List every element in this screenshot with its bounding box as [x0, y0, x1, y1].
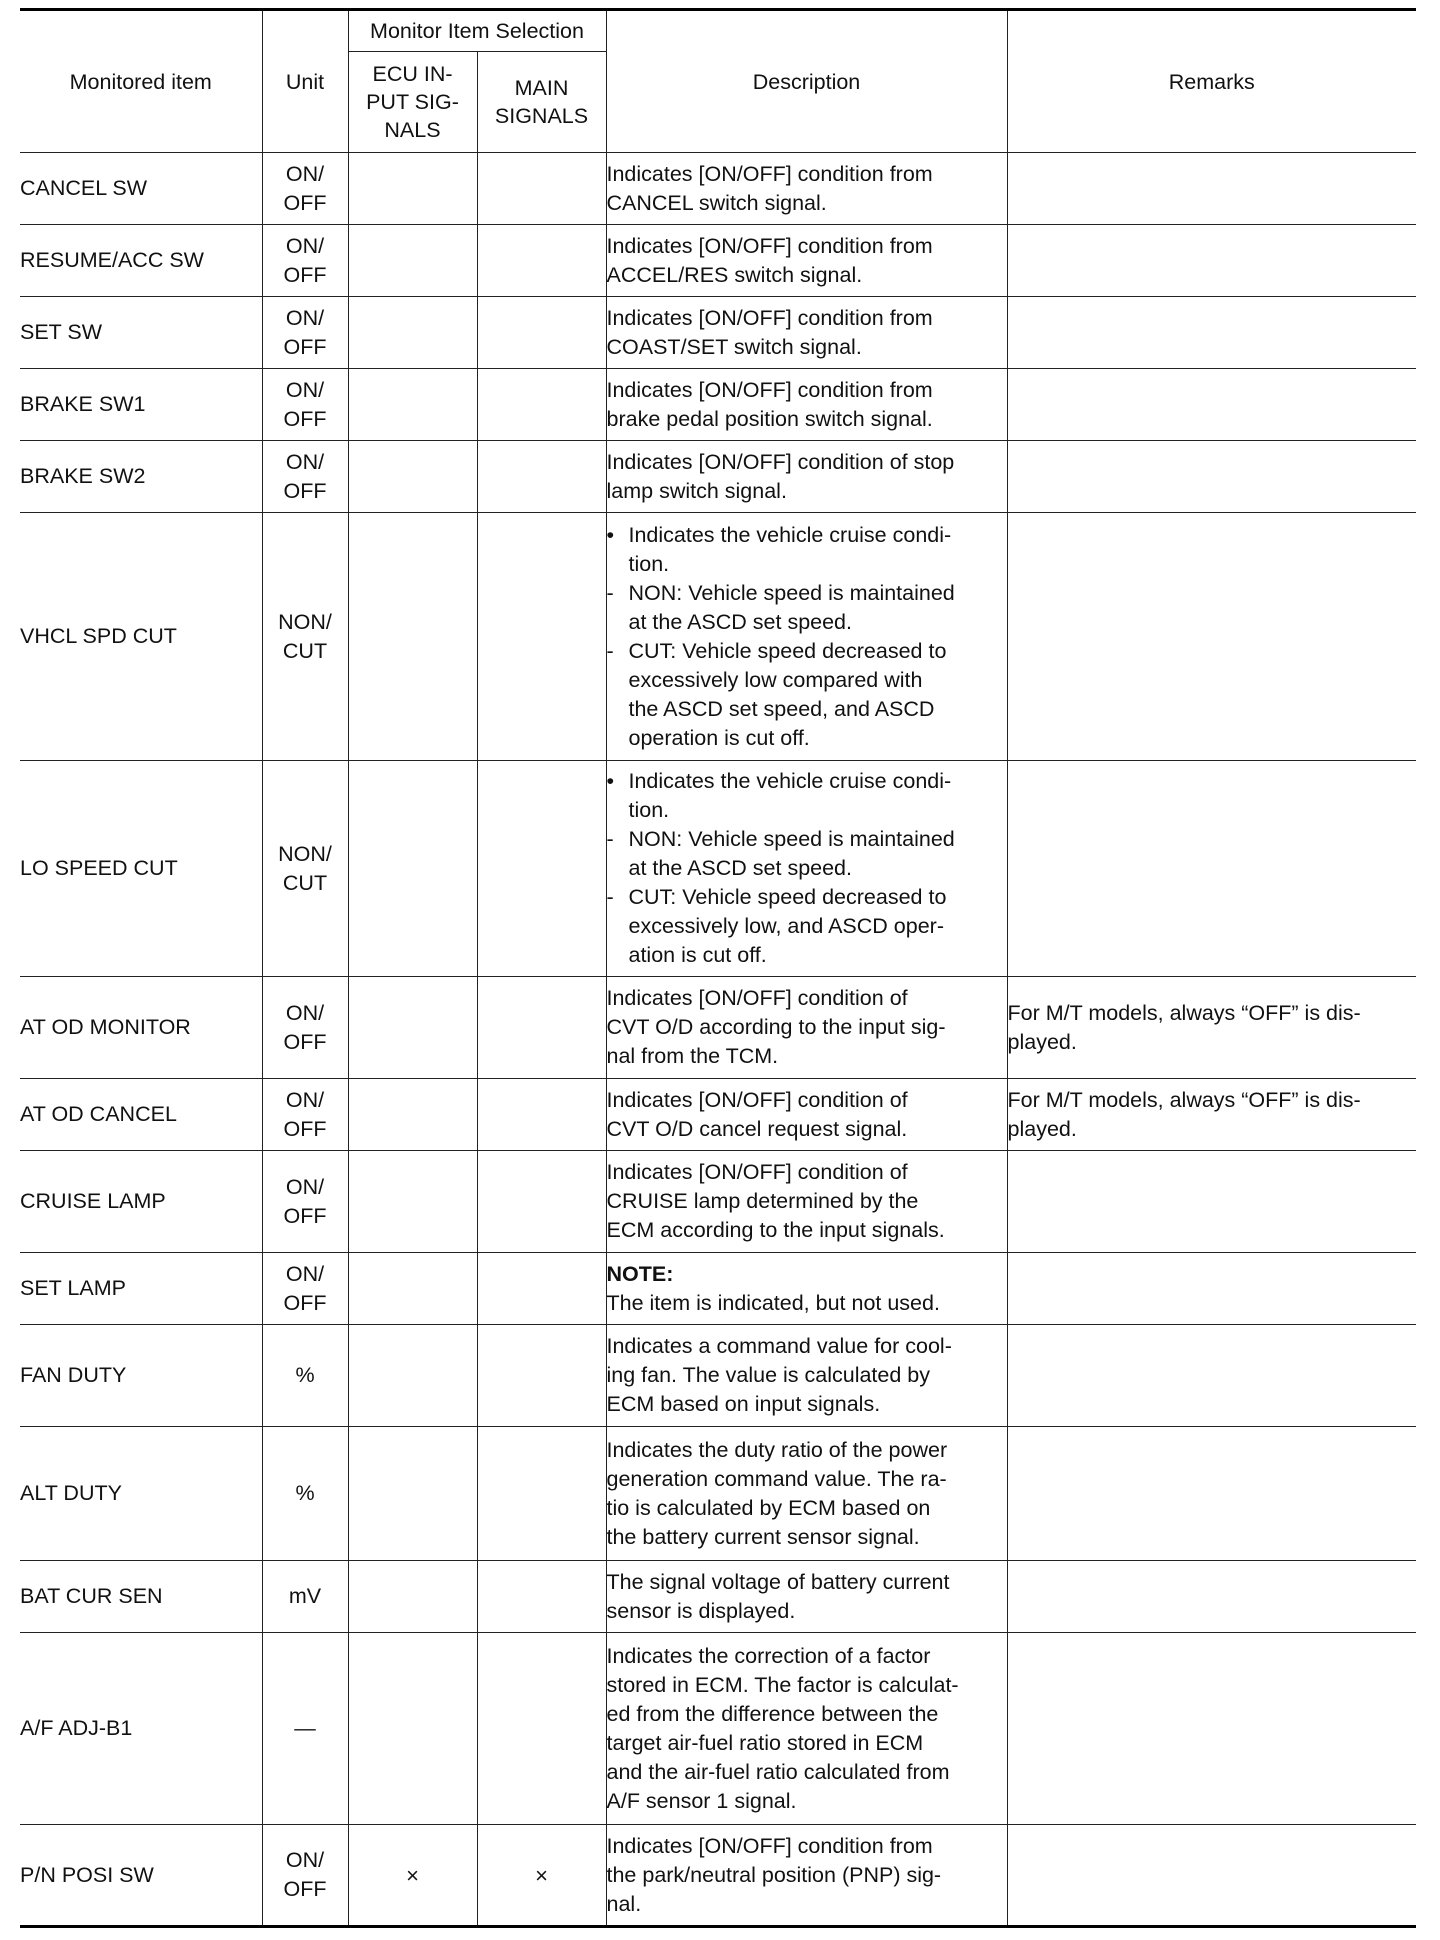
monitored-item-cell: RESUME/ACC SW — [20, 225, 262, 297]
ecu-input-signals-cell — [348, 441, 477, 513]
description-cell — [606, 1079, 1007, 1151]
description-text: Indicates a command value for cool- ing fan. The value is calculated by ECM based on input signals. — [606, 1334, 952, 1416]
monitor-item-table — [20, 8, 1416, 1928]
ecu-input-signals-cell: × — [348, 1825, 477, 1927]
list-text: CUT: Vehicle speed decreased to excessively low compared with the ASCD set speed, and ASCD operation is cut off. — [628, 638, 947, 750]
table-row — [20, 297, 1416, 369]
list-marker: • — [606, 769, 615, 793]
remarks-cell — [1007, 153, 1416, 225]
ecu-input-signals-cell — [348, 1151, 477, 1253]
description-cell — [606, 441, 1007, 513]
main-signals-cell — [477, 977, 606, 1079]
table-row — [20, 225, 1416, 297]
description-list-item — [607, 637, 1007, 753]
table-row — [20, 1151, 1416, 1253]
monitored-item-cell: BRAKE SW2 — [20, 441, 262, 513]
monitor-item-document — [20, 8, 1416, 1928]
header-description: Description — [606, 10, 1007, 153]
unit-cell: ON/ OFF — [262, 1253, 348, 1325]
ecu-input-signals-cell — [348, 761, 477, 977]
remarks-cell — [1007, 1825, 1416, 1927]
unit-cell: NON/ CUT — [262, 513, 348, 761]
table-body — [20, 153, 1416, 1927]
ecu-input-signals-cell — [348, 1633, 477, 1825]
list-marker: • — [606, 522, 615, 547]
monitored-item-cell: CANCEL SW — [20, 153, 262, 225]
unit-cell: % — [262, 1325, 348, 1427]
monitored-item-cell: VHCL SPD CUT — [20, 513, 262, 761]
monitored-item-cell: BAT CUR SEN — [20, 1561, 262, 1633]
unit-cell: ON/ OFF — [262, 297, 348, 369]
main-signals-cell — [477, 1151, 606, 1253]
unit-cell: — — [262, 1633, 348, 1825]
description-list-item — [607, 767, 1007, 825]
description-text: Indicates [ON/OFF] condition from CANCEL switch signal. — [606, 161, 933, 215]
description-text: Indicates [ON/OFF] condition from ACCEL/RES switch signal. — [606, 233, 933, 287]
unit-cell: ON/ OFF — [262, 1825, 348, 1927]
monitored-item-cell: FAN DUTY — [20, 1325, 262, 1427]
main-signals-cell — [477, 761, 606, 977]
list-marker: - — [606, 827, 614, 851]
monitored-item-cell: A/F ADJ-B1 — [20, 1633, 262, 1825]
remarks-cell — [1007, 1151, 1416, 1253]
remarks-cell — [1007, 1427, 1416, 1561]
table-row — [20, 153, 1416, 225]
monitored-item-cell: SET LAMP — [20, 1253, 262, 1325]
description-cell — [606, 1427, 1007, 1561]
description-cell — [606, 1253, 1007, 1325]
remarks-cell: For M/T models, always “OFF” is dis- played. — [1007, 977, 1416, 1079]
header-remarks: Remarks — [1007, 10, 1416, 153]
remarks-cell — [1007, 225, 1416, 297]
header-ecu-input-signals: ECU IN- PUT SIG- NALS — [348, 52, 477, 153]
description-cell — [606, 1633, 1007, 1825]
monitored-item-cell: P/N POSI SW — [20, 1825, 262, 1927]
description-list-item — [607, 825, 1007, 883]
list-text: NON: Vehicle speed is maintained at the ASCD set speed. — [628, 827, 955, 880]
ecu-input-signals-cell — [348, 513, 477, 761]
table-row — [20, 1079, 1416, 1151]
header-monitored-item: Monitored item — [20, 10, 262, 153]
ecu-input-signals-cell — [348, 369, 477, 441]
description-cell — [606, 1561, 1007, 1633]
remarks-cell — [1007, 1253, 1416, 1325]
description-cell — [606, 761, 1007, 977]
main-signals-cell — [477, 153, 606, 225]
monitored-item-cell: LO SPEED CUT — [20, 761, 262, 977]
description-text: Indicates [ON/OFF] condition of CVT O/D according to the input sig- nal from the TCM. — [606, 986, 946, 1068]
description-text: Indicates the duty ratio of the power generation command value. The ra- tio is calculated by ECM based on the battery current sensor signal. — [606, 1437, 948, 1549]
list-marker: - — [606, 580, 614, 605]
unit-cell: ON/ OFF — [262, 1079, 348, 1151]
description-cell — [606, 1325, 1007, 1427]
monitored-item-cell: AT OD CANCEL — [20, 1079, 262, 1151]
remarks-cell: For M/T models, always “OFF” is dis- played. — [1007, 1079, 1416, 1151]
main-signals-cell — [477, 441, 606, 513]
description-text: Indicates [ON/OFF] condition of CVT O/D cancel request signal. — [606, 1087, 908, 1141]
main-signals-cell — [477, 225, 606, 297]
list-text: Indicates the vehicle cruise condi- tion. — [628, 769, 952, 822]
description-cell — [606, 513, 1007, 761]
description-text: Indicates [ON/OFF] condition from brake pedal position switch signal. — [606, 377, 933, 431]
description-list-item — [607, 883, 1007, 970]
main-signals-cell — [477, 1633, 606, 1825]
remarks-cell — [1007, 1325, 1416, 1427]
list-text: Indicates the vehicle cruise condi- tion. — [628, 522, 952, 576]
unit-cell: ON/ OFF — [262, 369, 348, 441]
unit-cell: % — [262, 1427, 348, 1561]
description-cell — [606, 1825, 1007, 1927]
monitored-item-cell: CRUISE LAMP — [20, 1151, 262, 1253]
monitored-item-cell: SET SW — [20, 297, 262, 369]
ecu-input-signals-cell — [348, 1427, 477, 1561]
header-unit: Unit — [262, 10, 348, 153]
monitored-item-cell: ALT DUTY — [20, 1427, 262, 1561]
header-monitor-item-selection: Monitor Item Selection — [348, 10, 606, 52]
list-marker: - — [606, 638, 614, 663]
main-signals-cell — [477, 513, 606, 761]
list-marker: - — [606, 885, 614, 909]
remarks-cell — [1007, 297, 1416, 369]
unit-cell: ON/ OFF — [262, 153, 348, 225]
description-list-item — [607, 521, 1007, 579]
description-text: Indicates [ON/OFF] condition from the park/neutral position (PNP) sig- nal. — [606, 1833, 942, 1916]
table-row — [20, 1561, 1416, 1633]
description-cell — [606, 369, 1007, 441]
description-text: Indicates [ON/OFF] condition of stop lamp switch signal. — [606, 449, 955, 503]
table-row — [20, 1825, 1416, 1927]
ecu-input-signals-cell — [348, 1325, 477, 1427]
table-row — [20, 369, 1416, 441]
table-header — [20, 10, 1416, 153]
unit-cell: NON/ CUT — [262, 761, 348, 977]
table-row — [20, 1427, 1416, 1561]
main-signals-cell — [477, 1079, 606, 1151]
main-signals-cell — [477, 1427, 606, 1561]
remarks-cell — [1007, 1561, 1416, 1633]
description-text: The signal voltage of battery current sensor is displayed. — [606, 1569, 950, 1623]
ecu-input-signals-cell — [348, 297, 477, 369]
ecu-input-signals-cell — [348, 977, 477, 1079]
remarks-cell — [1007, 761, 1416, 977]
table-row — [20, 1253, 1416, 1325]
description-text: Indicates [ON/OFF] condition of CRUISE lamp determined by the ECM according to the input signals. — [606, 1160, 945, 1242]
description-cell — [606, 1151, 1007, 1253]
ecu-input-signals-cell — [348, 153, 477, 225]
unit-cell: ON/ OFF — [262, 1151, 348, 1253]
description-text: Indicates [ON/OFF] condition from COAST/SET switch signal. — [606, 305, 933, 359]
description-cell — [606, 297, 1007, 369]
unit-cell: mV — [262, 1561, 348, 1633]
remarks-cell — [1007, 441, 1416, 513]
table-row — [20, 1325, 1416, 1427]
monitored-item-cell: BRAKE SW1 — [20, 369, 262, 441]
remarks-cell — [1007, 513, 1416, 761]
table-row — [20, 441, 1416, 513]
monitored-item-cell: AT OD MONITOR — [20, 977, 262, 1079]
description-cell — [606, 977, 1007, 1079]
ecu-input-signals-cell — [348, 1561, 477, 1633]
table-row — [20, 761, 1416, 977]
ecu-input-signals-cell — [348, 1079, 477, 1151]
unit-cell: ON/ OFF — [262, 441, 348, 513]
remarks-cell — [1007, 1633, 1416, 1825]
list-text: NON: Vehicle speed is maintained at the ASCD set speed. — [628, 580, 955, 634]
table-row — [20, 1633, 1416, 1825]
description-cell — [606, 153, 1007, 225]
list-text: CUT: Vehicle speed decreased to excessively low, and ASCD oper- ation is cut off. — [628, 885, 947, 967]
remarks-cell — [1007, 369, 1416, 441]
table-row — [20, 513, 1416, 761]
ecu-input-signals-cell — [348, 225, 477, 297]
table-row — [20, 977, 1416, 1079]
description-text: The item is indicated, but not used. — [606, 1290, 940, 1315]
description-list-item — [607, 579, 1007, 637]
main-signals-cell — [477, 369, 606, 441]
header-main-signals: MAIN SIGNALS — [477, 52, 606, 153]
main-signals-cell — [477, 1253, 606, 1325]
description-cell — [606, 225, 1007, 297]
ecu-input-signals-cell — [348, 1253, 477, 1325]
description-text: Indicates the correction of a factor stored in ECM. The factor is calculat- ed from the difference between the target air-fuel ratio stored in ECM and the air-fuel ratio calculated from A/F sensor 1 signal. — [606, 1643, 959, 1813]
main-signals-cell — [477, 1561, 606, 1633]
main-signals-cell — [477, 1325, 606, 1427]
unit-cell: ON/ OFF — [262, 977, 348, 1079]
main-signals-cell — [477, 297, 606, 369]
note-title: NOTE: — [606, 1261, 674, 1286]
unit-cell: ON/ OFF — [262, 225, 348, 297]
main-signals-cell: × — [477, 1825, 606, 1927]
